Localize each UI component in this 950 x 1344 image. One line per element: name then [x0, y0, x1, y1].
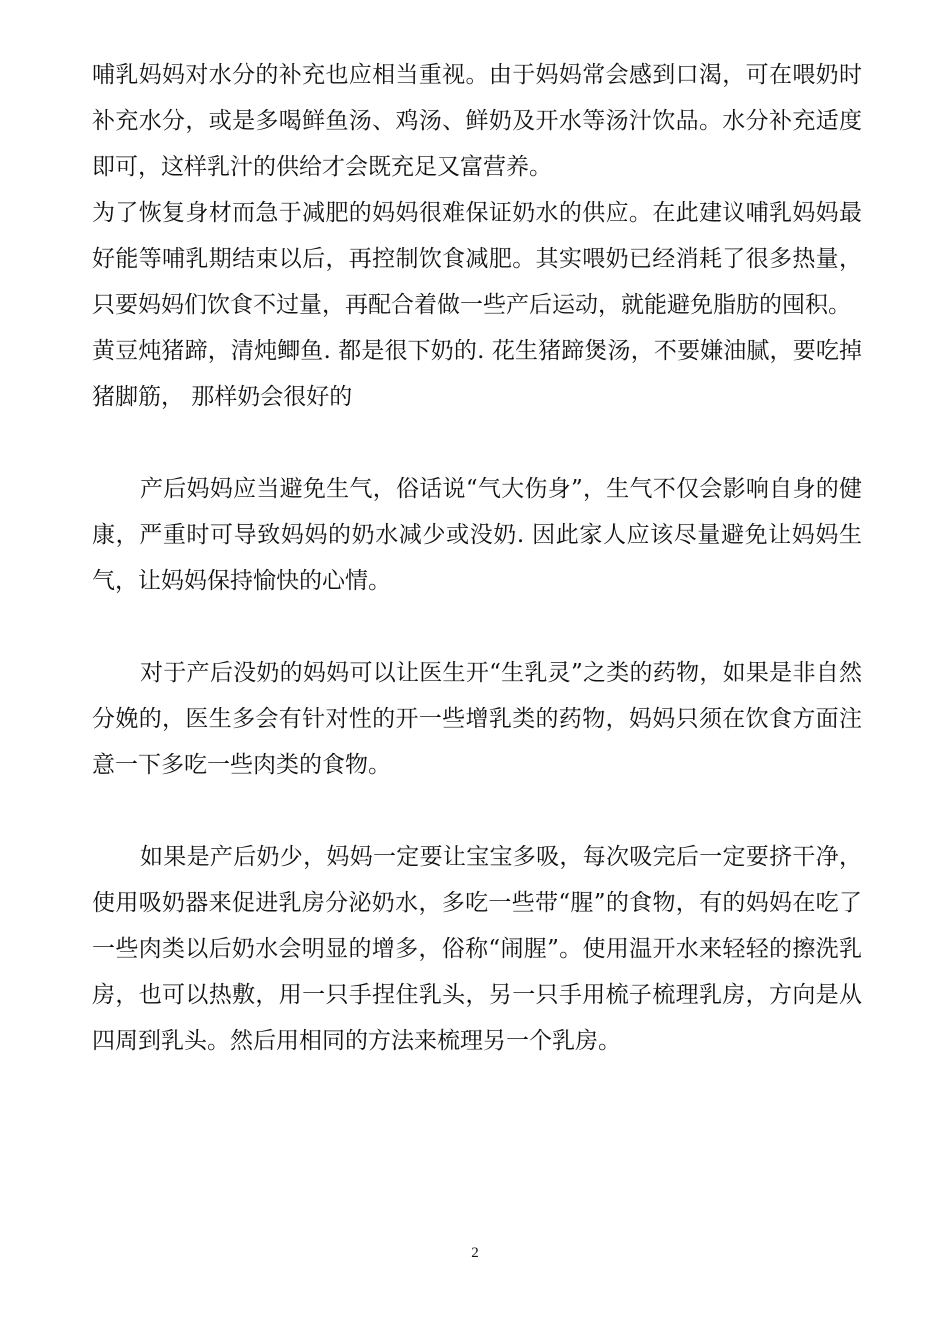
paragraph-diet-weight-loss: 为了恢复身材而急于减肥的妈妈很难保证奶水的供应。在此建议哺乳妈妈最好能等哺乳期结束以后，再控制饮食减肥。其实喂奶已经消耗了很多热量，只要妈妈们饮食不过量，再配合着做一些产后运动，就能避免脂肪的囤积。	[92, 200, 862, 318]
paragraph-medication: 对于产后没奶的妈妈可以让医生开“生乳灵”之类的药物，如果是非自然分娩的，医生多会有针对性的开一些增乳类的药物，妈妈只须在饮食方面注意一下多吃一些肉类的食物。	[92, 660, 862, 778]
page-number: 2	[471, 1245, 479, 1261]
paragraph-low-milk-tips: 如果是产后奶少，妈妈一定要让宝宝多吸，每次吸完后一定要挤干净，使用吸奶器来促进乳房分泌奶水，多吃一些带“腥”的食物，有的妈妈在吃了一些肉类以后奶水会明显的增多，俗称“闹腥”。使用温开水来轻轻的擦洗乳房，也可以热敷，用一只手捏住乳头，另一只手用梳子梳理乳房，方向是从四周到乳头。然后用相同的方法来梳理另一个乳房。	[92, 844, 862, 1054]
paragraph-hydration: 哺乳妈妈对水分的补充也应相当重视。由于妈妈常会感到口渴，可在喂奶时补充水分，或是多喝鲜鱼汤、鸡汤、鲜奶及开水等汤汁饮品。水分补充适度即可，这样乳汁的供给才会既充足又富营养。	[92, 62, 862, 180]
paragraph-avoid-anger: 产后妈妈应当避免生气，俗话说“气大伤身”，生气不仅会影响自身的健康，严重时可导致妈妈的奶水减少或没奶. 因此家人应该尽量避免让妈妈生气，让妈妈保持愉快的心情。	[92, 476, 862, 594]
document-body	[92, 52, 862, 1064]
paragraph-recipes: 黄豆炖猪蹄，清炖鲫鱼. 都是很下奶的. 花生猪蹄煲汤，不要嫌油腻，要吃掉猪脚筋， 那样奶会很好的	[92, 338, 862, 410]
